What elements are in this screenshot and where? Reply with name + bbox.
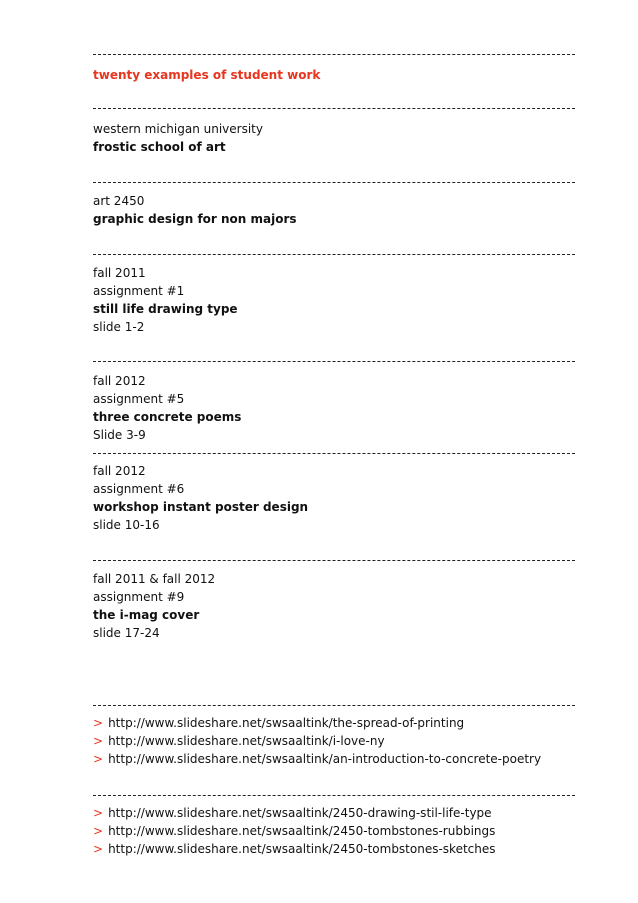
arrow-marker: > xyxy=(93,842,104,856)
dashed-divider xyxy=(93,560,575,561)
slideshare-link[interactable]: http://www.slideshare.net/swsaaltink/the-spread-of-printing xyxy=(108,716,465,730)
page-title: twenty examples of student work xyxy=(93,68,321,82)
assignment-slides: slide 1-2 xyxy=(93,320,145,334)
dashed-divider xyxy=(93,795,575,796)
course-code: art 2450 xyxy=(93,194,145,208)
arrow-marker: > xyxy=(93,806,104,820)
assignment-title: still life drawing type xyxy=(93,302,238,316)
slideshare-link[interactable]: http://www.slideshare.net/swsaaltink/2450-drawing-stil-life-type xyxy=(108,806,492,820)
slideshare-link[interactable]: http://www.slideshare.net/swsaaltink/an-introduction-to-concrete-poetry xyxy=(108,752,542,766)
university-name: western michigan university xyxy=(93,122,263,136)
dashed-divider xyxy=(93,705,575,706)
list-item xyxy=(93,804,492,822)
assignment-number: assignment #6 xyxy=(93,482,185,496)
assignment-slides: Slide 3-9 xyxy=(93,428,146,442)
course-name: graphic design for non majors xyxy=(93,212,297,226)
list-item xyxy=(93,822,495,840)
arrow-marker: > xyxy=(93,824,104,838)
list-item xyxy=(93,840,496,858)
assignment-term: fall 2011 xyxy=(93,266,146,280)
assignment-title: three concrete poems xyxy=(93,410,242,424)
list-item xyxy=(93,732,385,750)
assignment-term: fall 2012 xyxy=(93,464,146,478)
school-name: frostic school of art xyxy=(93,140,226,154)
dashed-divider xyxy=(93,361,575,362)
dashed-divider xyxy=(93,453,575,454)
slideshare-link[interactable]: http://www.slideshare.net/swsaaltink/2450-tombstones-sketches xyxy=(108,842,496,856)
assignment-number: assignment #5 xyxy=(93,392,185,406)
list-item xyxy=(93,750,541,768)
arrow-marker: > xyxy=(93,734,104,748)
arrow-marker: > xyxy=(93,752,104,766)
assignment-number: assignment #1 xyxy=(93,284,185,298)
assignment-slides: slide 10-16 xyxy=(93,518,160,532)
assignment-term: fall 2012 xyxy=(93,374,146,388)
assignment-number: assignment #9 xyxy=(93,590,185,604)
dashed-divider xyxy=(93,182,575,183)
assignment-title: workshop instant poster design xyxy=(93,500,309,514)
arrow-marker: > xyxy=(93,716,104,730)
list-item xyxy=(93,714,464,732)
assignment-slides: slide 17-24 xyxy=(93,626,160,640)
assignment-title: the i-mag cover xyxy=(93,608,200,622)
dashed-divider xyxy=(93,108,575,109)
dashed-divider xyxy=(93,254,575,255)
slideshare-link[interactable]: http://www.slideshare.net/swsaaltink/i-love-ny xyxy=(108,734,385,748)
slideshare-link[interactable]: http://www.slideshare.net/swsaaltink/2450-tombstones-rubbings xyxy=(108,824,496,838)
dashed-divider xyxy=(93,54,575,55)
assignment-term: fall 2011 & fall 2012 xyxy=(93,572,216,586)
